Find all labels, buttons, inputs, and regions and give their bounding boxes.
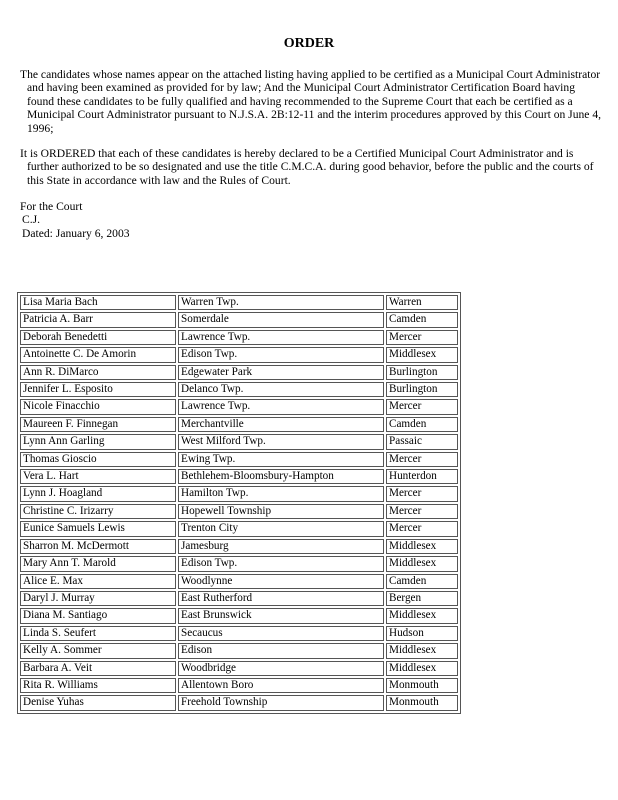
- candidate-name-cell: Rita R. Williams: [20, 678, 176, 693]
- candidate-name-cell: Sharron M. McDermott: [20, 539, 176, 554]
- county-cell: Mercer: [386, 504, 458, 519]
- signature-line-court: For the Court: [20, 200, 83, 213]
- candidate-name-cell: Nicole Finacchio: [20, 399, 176, 414]
- municipality-cell: Edison: [178, 643, 384, 658]
- page-title: ORDER: [283, 36, 335, 51]
- municipality-cell: Lawrence Twp.: [178, 399, 384, 414]
- county-cell: Mercer: [386, 452, 458, 467]
- preamble-paragraph: The candidates whose names appear on the attached listing having applied to be certified as a Municipal Court Administrator and having been examined as provided for by law; And the Municipal Court Administrator Certification Board having found these candidates to be fully qualified and having recommended to the Supreme Court that each be certified as a Municipal Court Administrator pursuant to N.J.S.A. 2B:12-11 and the interim procedures approved by this Court on June 4, 1996;: [20, 68, 602, 135]
- candidate-name-cell: Barbara A. Veit: [20, 661, 176, 676]
- table-row: [20, 417, 458, 432]
- candidate-name-cell: Linda S. Seufert: [20, 626, 176, 641]
- municipality-cell: Hamilton Twp.: [178, 486, 384, 501]
- candidate-name-cell: Vera L. Hart: [20, 469, 176, 484]
- county-cell: Passaic: [386, 434, 458, 449]
- county-cell: Camden: [386, 574, 458, 589]
- county-cell: Middlesex: [386, 556, 458, 571]
- county-cell: Warren: [386, 295, 458, 310]
- municipality-cell: Warren Twp.: [178, 295, 384, 310]
- candidate-name-cell: Mary Ann T. Marold: [20, 556, 176, 571]
- county-cell: Middlesex: [386, 347, 458, 362]
- municipality-cell: Trenton City: [178, 521, 384, 536]
- candidate-name-cell: Jennifer L. Esposito: [20, 382, 176, 397]
- county-cell: Hudson: [386, 626, 458, 641]
- county-cell: Middlesex: [386, 608, 458, 623]
- table-row: [20, 295, 458, 310]
- municipality-cell: Hopewell Township: [178, 504, 384, 519]
- municipality-cell: West Milford Twp.: [178, 434, 384, 449]
- candidate-name-cell: Lisa Maria Bach: [20, 295, 176, 310]
- municipality-cell: Jamesburg: [178, 539, 384, 554]
- table-row: [20, 626, 458, 641]
- table-row: [20, 678, 458, 693]
- municipality-cell: Bethlehem-Bloomsbury-Hampton: [178, 469, 384, 484]
- table-row: [20, 486, 458, 501]
- candidate-roster-table: [17, 292, 461, 714]
- table-row: [20, 643, 458, 658]
- county-cell: Bergen: [386, 591, 458, 606]
- candidate-name-cell: Ann R. DiMarco: [20, 365, 176, 380]
- municipality-cell: Delanco Twp.: [178, 382, 384, 397]
- county-cell: Middlesex: [386, 643, 458, 658]
- municipality-cell: Ewing Twp.: [178, 452, 384, 467]
- candidate-name-cell: Lynn Ann Garling: [20, 434, 176, 449]
- municipality-cell: Lawrence Twp.: [178, 330, 384, 345]
- county-cell: Burlington: [386, 365, 458, 380]
- county-cell: Middlesex: [386, 539, 458, 554]
- table-row: [20, 521, 458, 536]
- candidate-name-cell: Kelly A. Sommer: [20, 643, 176, 658]
- municipality-cell: Edgewater Park: [178, 365, 384, 380]
- municipality-cell: East Rutherford: [178, 591, 384, 606]
- table-row: [20, 434, 458, 449]
- municipality-cell: Freehold Township: [178, 695, 384, 710]
- municipality-cell: Allentown Boro: [178, 678, 384, 693]
- table-row: [20, 574, 458, 589]
- county-cell: Mercer: [386, 399, 458, 414]
- table-row: [20, 452, 458, 467]
- table-row: [20, 695, 458, 710]
- table-row: [20, 312, 458, 327]
- municipality-cell: East Brunswick: [178, 608, 384, 623]
- county-cell: Monmouth: [386, 695, 458, 710]
- signature-line-date: Dated: January 6, 2003: [22, 226, 130, 240]
- candidate-name-cell: Denise Yuhas: [20, 695, 176, 710]
- municipality-cell: Woodbridge: [178, 661, 384, 676]
- candidate-name-cell: Christine C. Irizarry: [20, 504, 176, 519]
- signature-line-cj: C.J.: [22, 213, 41, 227]
- candidate-name-cell: Diana M. Santiago: [20, 608, 176, 623]
- candidate-name-cell: Deborah Benedetti: [20, 330, 176, 345]
- candidate-name-cell: Lynn J. Hoagland: [20, 486, 176, 501]
- candidate-name-cell: Eunice Samuels Lewis: [20, 521, 176, 536]
- county-cell: Camden: [386, 417, 458, 432]
- signature-block: [20, 200, 130, 240]
- county-cell: Mercer: [386, 521, 458, 536]
- candidate-name-cell: Antoinette C. De Amorin: [20, 347, 176, 362]
- county-cell: Mercer: [386, 486, 458, 501]
- county-cell: Burlington: [386, 382, 458, 397]
- table-row: [20, 661, 458, 676]
- table-row: [20, 347, 458, 362]
- county-cell: Mercer: [386, 330, 458, 345]
- municipality-cell: Woodlynne: [178, 574, 384, 589]
- table-row: [20, 330, 458, 345]
- table-row: [20, 399, 458, 414]
- table-row: [20, 382, 458, 397]
- candidate-name-cell: Patricia A. Barr: [20, 312, 176, 327]
- candidate-name-cell: Alice E. Max: [20, 574, 176, 589]
- table-row: [20, 608, 458, 623]
- county-cell: Middlesex: [386, 661, 458, 676]
- municipality-cell: Edison Twp.: [178, 556, 384, 571]
- table-row: [20, 469, 458, 484]
- county-cell: Camden: [386, 312, 458, 327]
- county-cell: Hunterdon: [386, 469, 458, 484]
- municipality-cell: Somerdale: [178, 312, 384, 327]
- candidate-name-cell: Maureen F. Finnegan: [20, 417, 176, 432]
- roster-body: [20, 295, 458, 711]
- table-row: [20, 504, 458, 519]
- table-row: [20, 591, 458, 606]
- table-row: [20, 365, 458, 380]
- municipality-cell: Secaucus: [178, 626, 384, 641]
- table-row: [20, 556, 458, 571]
- county-cell: Monmouth: [386, 678, 458, 693]
- table-row: [20, 539, 458, 554]
- candidate-name-cell: Daryl J. Murray: [20, 591, 176, 606]
- candidate-name-cell: Thomas Gioscio: [20, 452, 176, 467]
- municipality-cell: Edison Twp.: [178, 347, 384, 362]
- order-paragraph: It is ORDERED that each of these candidates is hereby declared to be a Certified Municipal Court Administrator and is further authorized to be so designated and use the title C.M.C.A. during good behavior, before the public and the courts of this State in accordance with law and the Rules of Court.: [20, 147, 594, 187]
- municipality-cell: Merchantville: [178, 417, 384, 432]
